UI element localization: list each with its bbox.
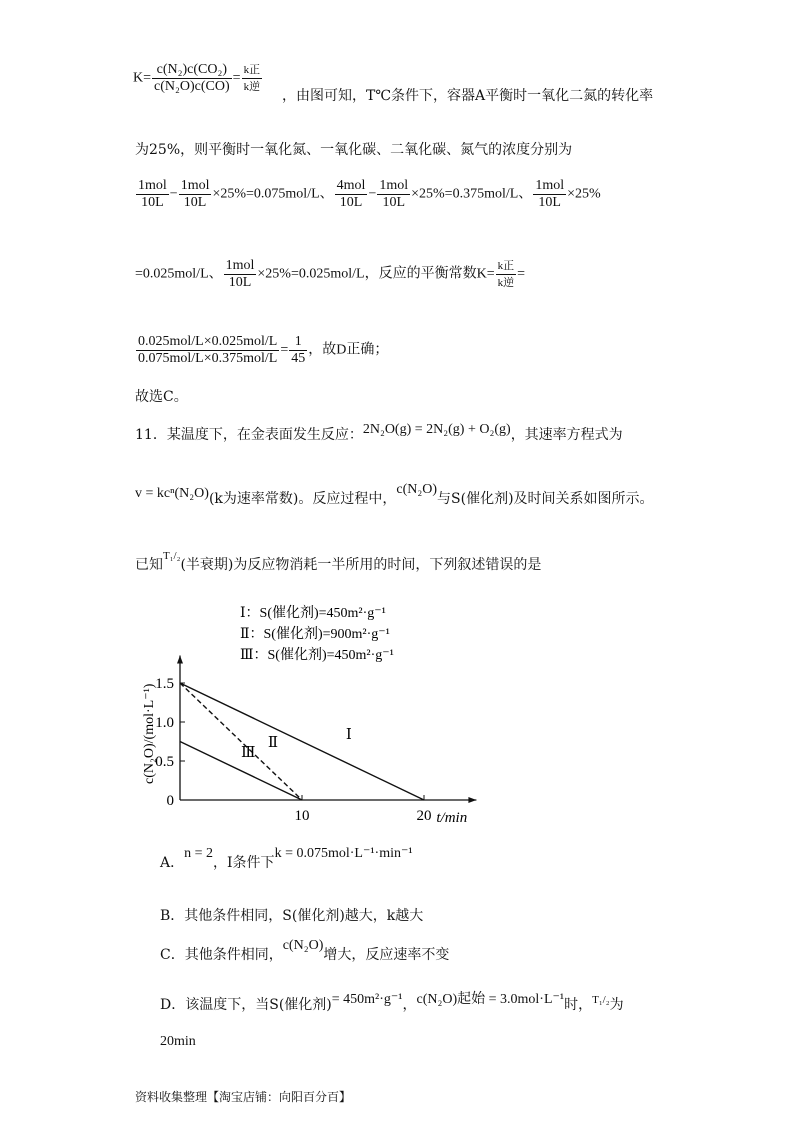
y-tick-label: 0.5: [155, 754, 174, 770]
series-label: Ⅱ: [267, 734, 279, 751]
x-axis-label: t/min: [436, 810, 468, 826]
option-math: c(N₂O): [282, 938, 324, 953]
fraction: [289, 334, 307, 367]
k-denominator: c(N₂O)c(CO): [154, 79, 230, 94]
denominator: 10L: [382, 195, 406, 210]
option-d[interactable]: [160, 994, 624, 1014]
numerator: 0.025mol/L×0.025mol/L: [138, 334, 278, 349]
k-label: K=: [476, 266, 495, 282]
k-backward: k逆: [497, 277, 515, 289]
denominator: 45: [291, 351, 306, 366]
rate-constant-fraction: [496, 258, 517, 291]
numerator: 1mol: [535, 178, 565, 193]
concentration-calc-1: [135, 178, 601, 211]
denominator: 10L: [141, 195, 164, 210]
minus-sign: −: [368, 186, 377, 202]
y-tick-label: 1.0: [155, 715, 174, 731]
k-numerator: c(N₂)c(CO₂): [152, 62, 232, 79]
option-text: 该温度下，当S(催化剂): [185, 997, 332, 1013]
numerator: 1mol: [225, 258, 255, 273]
denominator: 10L: [339, 195, 363, 210]
question-text: (k为速率常数)。反应过程中，: [208, 491, 397, 507]
option-math: = 450m²·g⁻¹: [331, 992, 403, 1007]
legend-entry: Ⅲ：S(催化剂)=450m²·g⁻¹: [240, 648, 394, 663]
fraction: [335, 178, 368, 211]
legend-entry: Ⅱ：S(催化剂)=900m²·g⁻¹: [240, 627, 390, 642]
legend-entry: Ⅰ：S(催化剂)=450m²·g⁻¹: [240, 606, 386, 621]
x-axis-arrow: [468, 797, 476, 803]
x-tick-label: 10: [294, 808, 310, 824]
y-tick-label: 0: [166, 793, 174, 809]
option-a[interactable]: [160, 846, 413, 872]
y-tick-label: 1.5: [155, 676, 174, 692]
minus-sign: −: [169, 186, 178, 202]
question-text: 与S(催化剂)及时间关系如图所示。: [437, 491, 654, 507]
footer-source: 资料收集整理【淘宝店铺：向阳百分百】: [135, 1090, 352, 1104]
equals-sign: =: [232, 70, 241, 86]
k-fraction: [152, 62, 232, 95]
k-expression: [133, 62, 263, 95]
equals-sign: =: [280, 342, 289, 358]
fraction: [136, 334, 279, 367]
numerator: 1mol: [379, 178, 409, 193]
option-math: c(N₂O)起始 = 3.0mol·L⁻¹: [416, 992, 565, 1007]
fraction: [136, 178, 169, 211]
concentration-symbol: c(N₂O): [396, 482, 438, 497]
equals-sign: =: [517, 266, 526, 282]
series-line: [180, 683, 424, 800]
denominator: 10L: [228, 275, 252, 290]
fraction: [377, 178, 410, 211]
denominator: 10L: [183, 195, 207, 210]
half-life-symbol: T₁/₂: [163, 550, 181, 562]
option-text: 增大，反应速率不变: [323, 947, 450, 963]
option-text: 为: [609, 997, 624, 1013]
series-line: [180, 683, 302, 800]
option-c[interactable]: [160, 938, 450, 964]
k-value-calc: [135, 334, 388, 367]
question-text: 已知: [135, 557, 163, 573]
question-11-line-3: [135, 550, 542, 574]
answer-line: 故选C。: [135, 389, 188, 405]
numerator: 1mol: [180, 178, 210, 193]
k-forward: k正: [496, 258, 517, 275]
series-label: Ⅲ: [241, 745, 256, 762]
fraction: [224, 258, 257, 291]
question-text: (半衰期)为反应物消耗一半所用的时间，下列叙述错误的是: [180, 557, 542, 573]
concentration-time-chart: [130, 585, 490, 830]
numerator: 4mol: [336, 178, 366, 193]
option-label: B．: [160, 908, 185, 924]
y-axis-label: c(N₂O)/(mol·L⁻¹): [142, 683, 157, 784]
option-b[interactable]: [160, 905, 423, 925]
option-math: T₁/₂: [592, 994, 610, 1006]
calc-result: ×25%=0.025mol/L，反应的平衡常数: [257, 266, 477, 282]
option-text: 时，: [564, 997, 593, 1013]
question-11-line-2: [135, 482, 654, 508]
y-axis-arrow: [177, 656, 183, 664]
calc-result: ×25%=0.075mol/L、: [212, 186, 334, 202]
numerator: 1: [289, 334, 307, 351]
concentration-calc-2: [135, 258, 525, 291]
question-text: 11．某温度下，在金表面发生反应：: [135, 427, 363, 443]
numerator: 1mol: [138, 178, 167, 193]
option-d-continuation: 20min: [160, 1034, 196, 1049]
reaction-equation: 2N₂O(g) = 2N₂(g) + O₂(g): [362, 422, 511, 437]
question-11-line-1: [135, 424, 623, 444]
k-forward: k正: [242, 62, 263, 79]
fraction: [179, 178, 212, 211]
option-text: ，Ⅰ条件下: [213, 855, 275, 871]
option-text: ，: [402, 997, 417, 1013]
option-text: 其他条件相同，S(催化剂)越大，k越大: [184, 908, 424, 924]
paragraph-concentrations: 为25%，则平衡时一氧化氮、一氧化碳、二氧化碳、氮气的浓度分别为: [135, 142, 573, 158]
conclusion-text: ，故D正确；: [308, 342, 389, 358]
calc-result: ×25%=0.375mol/L、: [411, 186, 533, 202]
x-tick-label: 20: [416, 808, 432, 824]
question-text: ，其速率方程式为: [510, 427, 623, 443]
calc-result: =0.025mol/L、: [135, 266, 223, 282]
rate-equation: v = kcⁿ(N₂O): [135, 486, 209, 501]
option-text: 其他条件相同，: [184, 947, 283, 963]
k-label: K=: [133, 70, 152, 86]
denominator: 0.075mol/L×0.375mol/L: [138, 351, 278, 366]
rate-constant-fraction: [242, 62, 263, 95]
option-math: k = 0.075mol·L⁻¹·min⁻¹: [274, 846, 413, 861]
denominator: 10L: [538, 195, 561, 210]
series-label: Ⅰ: [345, 727, 352, 744]
option-label: A．: [160, 855, 185, 871]
paragraph-conversion: ，由图可知，T℃条件下，容器A平衡时一氧化二氮的转化率: [282, 88, 654, 104]
calc-result: ×25%: [567, 186, 601, 202]
option-math: n = 2: [184, 846, 214, 861]
k-backward: k逆: [243, 81, 261, 93]
option-label: C．: [160, 947, 185, 963]
fraction: [533, 178, 566, 211]
option-label: D．: [160, 997, 186, 1013]
